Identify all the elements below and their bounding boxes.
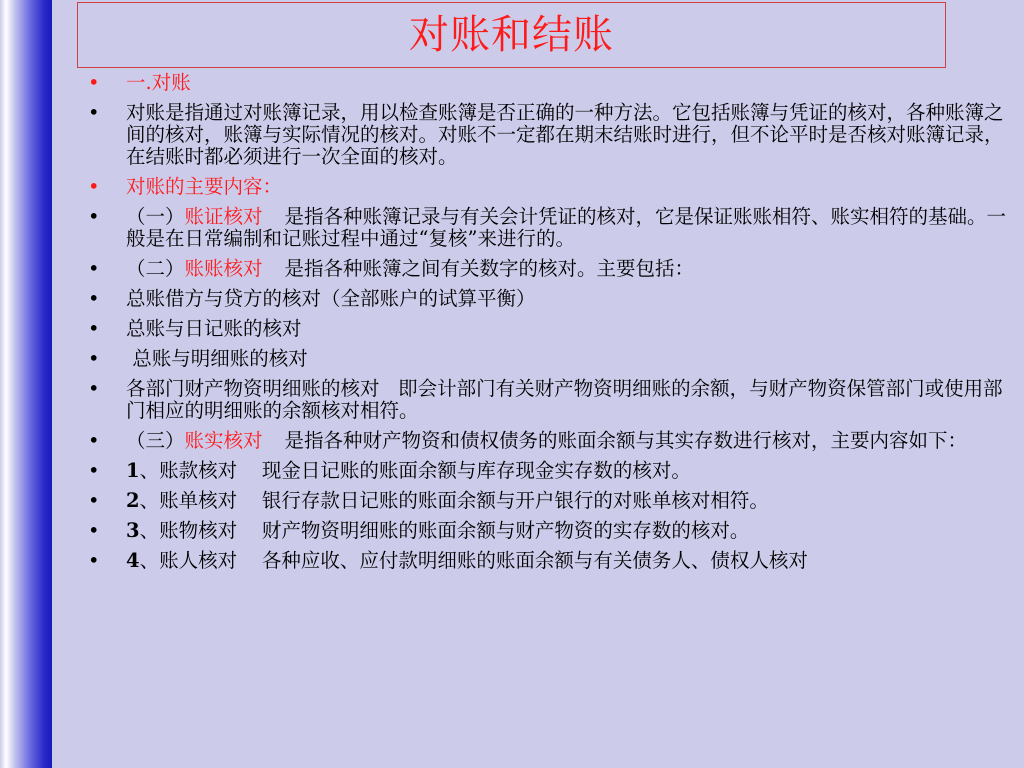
item-prefix: （二） xyxy=(126,257,185,280)
bullet-icon: • xyxy=(88,257,100,280)
bullet-icon: • xyxy=(88,347,100,370)
item-text xyxy=(126,520,1010,542)
item-text xyxy=(126,550,1010,572)
item-term: 账账核对 xyxy=(184,257,263,280)
item-text: 总账与日记账的核对 xyxy=(126,317,302,340)
item-text: 总账与明细账的核对 xyxy=(126,347,308,370)
item-prefix: （一） xyxy=(126,205,185,228)
list-item xyxy=(80,460,1010,482)
bullet-icon: • xyxy=(88,429,100,452)
item-text: 对账是指通过对账簿记录，用以检查账簿是否正确的一种方法。它包括账簿与凭证的核对，各种账簿之间的核对，账簿与实际情况的核对。对账不一定都在期末结账时进行，但不论平时是否核对账簿记录，在结账时都必须进行一次全面的核对。 xyxy=(126,101,1004,168)
item-number: 2 xyxy=(126,489,140,512)
item-text: 各部门财产物资明细账的核对 即会计部门有关财产物资明细账的余额，与财产物资保管部门或使用部门相应的明细账的余额核对相符。 xyxy=(126,377,1003,422)
bullet-icon: • xyxy=(88,71,100,94)
list-item xyxy=(80,72,1010,94)
item-term: 账证核对 xyxy=(184,205,263,228)
item-number: 3 xyxy=(126,519,140,542)
bullet-icon: • xyxy=(88,519,100,542)
item-text xyxy=(126,258,1010,280)
side-decoration-bar xyxy=(0,0,52,768)
item-text xyxy=(126,206,1010,250)
item-desc: 是指各种账簿记录与有关会计凭证的核对，它是保证账账相符、账实相符的基础。一般是在日常编制和记账过程中通过“复核”来进行的。 xyxy=(126,205,1007,250)
item-desc: 是指各种财产物资和债权债务的账面余额与其实存数进行核对，主要内容如下： xyxy=(284,429,968,452)
item-desc: 、账款核对 现金日记账的账面余额与库存现金实存数的核对。 xyxy=(139,459,691,482)
list-item xyxy=(80,176,1010,198)
item-number: 1 xyxy=(126,459,140,482)
list-item xyxy=(80,520,1010,542)
item-text xyxy=(126,460,1010,482)
list-item xyxy=(80,490,1010,512)
list-item xyxy=(80,206,1010,250)
item-text xyxy=(126,490,1010,512)
section-heading: 对账的主要内容： xyxy=(126,175,283,198)
bullet-list xyxy=(80,72,1010,580)
item-desc: 、账物核对 财产物资明细账的账面余额与财产物资的实存数的核对。 xyxy=(139,519,750,542)
item-desc: 是指各种账簿之间有关数字的核对。主要包括： xyxy=(284,257,695,280)
list-item xyxy=(80,430,1010,452)
bullet-icon: • xyxy=(88,377,100,400)
list-item xyxy=(80,318,1010,340)
bullet-icon: • xyxy=(88,175,100,198)
list-item xyxy=(80,102,1010,168)
section-heading: 一.对账 xyxy=(126,71,191,94)
bullet-icon: • xyxy=(88,489,100,512)
list-item xyxy=(80,378,1010,422)
bullet-icon: • xyxy=(88,287,100,310)
title-box xyxy=(77,2,946,68)
list-item xyxy=(80,288,1010,310)
item-text: 总账借方与贷方的核对（全部账户的试算平衡） xyxy=(126,287,536,310)
bullet-icon: • xyxy=(88,101,100,124)
bullet-icon: • xyxy=(88,549,100,572)
bullet-icon: • xyxy=(88,205,100,228)
item-desc: 、账单核对 银行存款日记账的账面余额与开户银行的对账单核对相符。 xyxy=(139,489,769,512)
bullet-icon: • xyxy=(88,459,100,482)
item-text xyxy=(126,430,1010,452)
item-prefix: （三） xyxy=(126,429,185,452)
item-term: 账实核对 xyxy=(184,429,263,452)
list-item xyxy=(80,550,1010,572)
item-number: 4 xyxy=(126,549,140,572)
list-item xyxy=(80,348,1010,370)
slide-title: 对账和结账 xyxy=(409,12,614,58)
item-desc: 、账人核对 各种应收、应付款明细账的账面余额与有关债务人、债权人核对 xyxy=(139,549,808,572)
bullet-icon: • xyxy=(88,317,100,340)
list-item xyxy=(80,258,1010,280)
